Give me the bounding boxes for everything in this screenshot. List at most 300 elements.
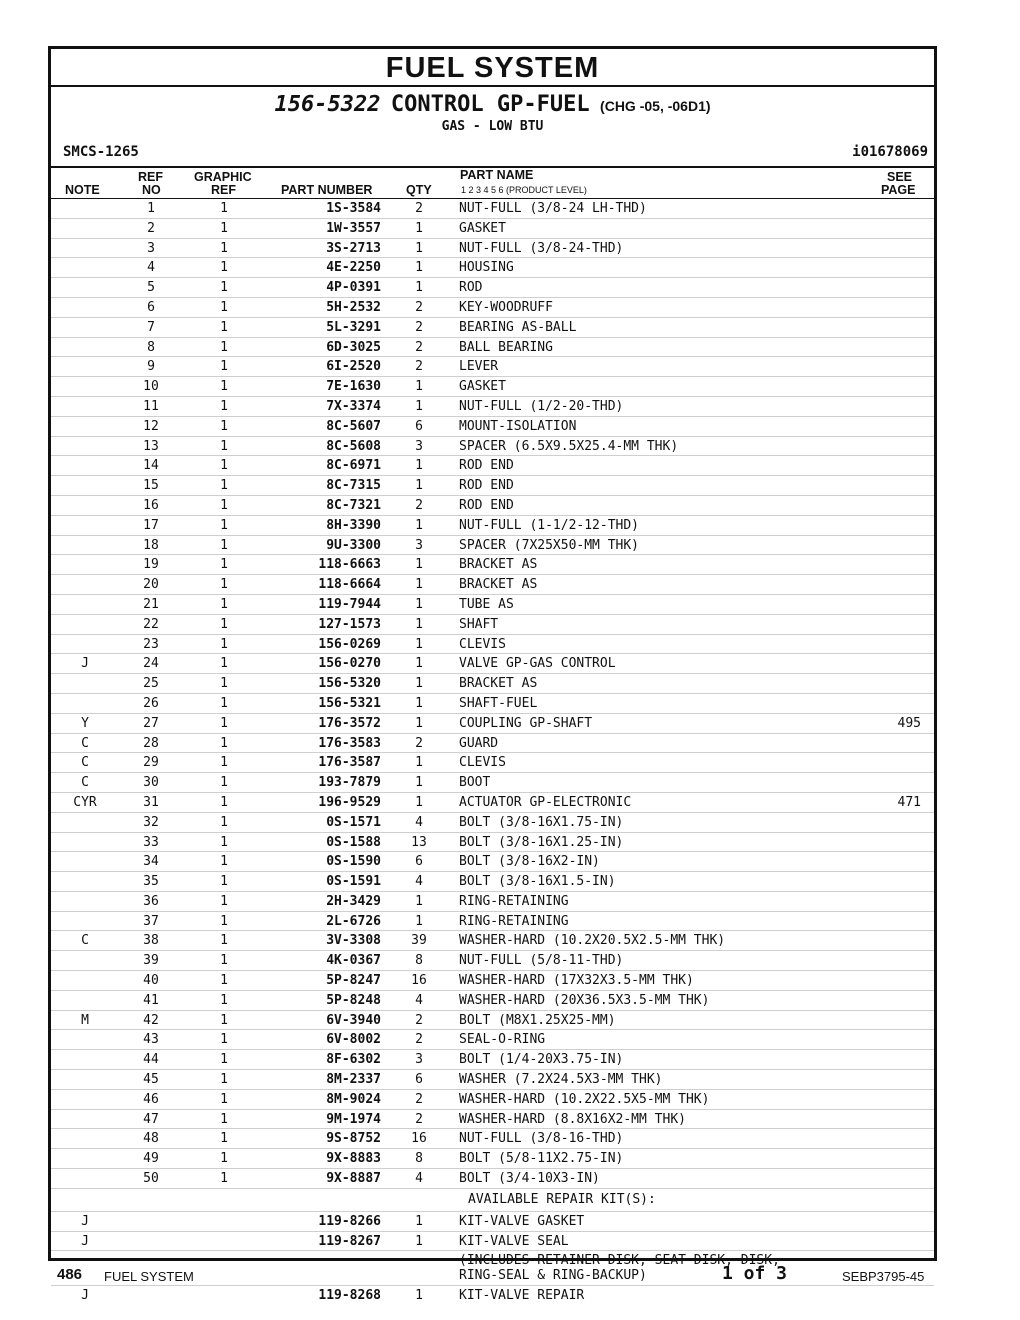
part-name: BOLT (3/8-16X1.5-IN) xyxy=(459,874,616,890)
quantity: 2 xyxy=(415,299,423,315)
quantity: 6 xyxy=(415,854,423,870)
part-number: 8C-7321 xyxy=(326,497,381,513)
ref-number: 38 xyxy=(143,933,159,949)
ref-number: 43 xyxy=(143,1032,159,1048)
part-number: 5L-3291 xyxy=(326,319,381,335)
graphic-ref: 1 xyxy=(220,1032,228,1048)
graphic-ref: 1 xyxy=(220,359,228,375)
part-name: NUT-FULL (3/8-24-THD) xyxy=(459,240,624,256)
quantity: 1 xyxy=(415,280,423,296)
header-product-level: 1 2 3 4 5 6 (PRODUCT LEVEL) xyxy=(461,185,587,195)
smcs-row xyxy=(51,136,934,168)
table-row xyxy=(51,1030,934,1050)
page-count: 1 of 3 xyxy=(722,1263,788,1284)
part-name: COUPLING GP-SHAFT xyxy=(459,715,593,731)
quantity: 1 xyxy=(415,913,423,929)
table-row xyxy=(51,516,934,536)
part-name: BRACKET AS xyxy=(459,676,538,692)
ref-number: 11 xyxy=(143,398,159,414)
group-name: CONTROL GP-FUEL xyxy=(390,92,590,117)
ref-number: 50 xyxy=(143,1171,159,1187)
ref-number: 46 xyxy=(143,1091,159,1107)
kit-part-number: 119-8268 xyxy=(318,1288,381,1304)
graphic-ref: 1 xyxy=(220,755,228,771)
kit-note: J xyxy=(81,1213,89,1229)
quantity: 1 xyxy=(415,695,423,711)
part-name: GASKET xyxy=(459,220,506,236)
table-row xyxy=(51,694,934,714)
table-row xyxy=(51,635,934,655)
quantity: 2 xyxy=(415,359,423,375)
table-row xyxy=(51,734,934,754)
part-number: 1W-3557 xyxy=(326,220,381,236)
part-name: WASHER-HARD (10.2X20.5X2.5-MM THK) xyxy=(459,933,726,949)
header-graphic-top: GRAPHIC xyxy=(194,170,252,184)
ref-number: 48 xyxy=(143,1131,159,1147)
part-name: GASKET xyxy=(459,379,506,395)
repair-kit-heading xyxy=(51,1189,934,1212)
quantity: 3 xyxy=(415,1052,423,1068)
part-note: C xyxy=(81,933,89,949)
quantity: 8 xyxy=(415,1151,423,1167)
part-note: C xyxy=(81,775,89,791)
table-row xyxy=(51,575,934,595)
part-number: 6D-3025 xyxy=(326,339,381,355)
part-number: 8C-6971 xyxy=(326,458,381,474)
part-number: 156-5320 xyxy=(318,676,381,692)
part-number: 7X-3374 xyxy=(326,398,381,414)
part-name: SPACER (6.5X9.5X25.4-MM THK) xyxy=(459,438,679,454)
header-qty: QTY xyxy=(406,183,432,197)
graphic-ref: 1 xyxy=(220,596,228,612)
quantity: 4 xyxy=(415,1171,423,1187)
graphic-ref: 1 xyxy=(220,319,228,335)
graphic-ref: 1 xyxy=(220,517,228,533)
part-name: GUARD xyxy=(459,735,499,751)
column-header xyxy=(51,168,934,199)
graphic-ref: 1 xyxy=(220,1052,228,1068)
quantity: 1 xyxy=(415,775,423,791)
part-name: BRACKET AS xyxy=(459,557,538,573)
graphic-ref: 1 xyxy=(220,695,228,711)
kit-includes-text: (INCLUDES RETAINER-DISK, SEAT-DISK, DISK, RING-SEAL & RING-BACKUP) xyxy=(459,1253,780,1284)
graphic-ref: 1 xyxy=(220,1131,228,1147)
graphic-ref: 1 xyxy=(220,1151,228,1167)
part-number: 118-6663 xyxy=(318,557,381,573)
quantity: 1 xyxy=(415,636,423,652)
group-number: 156-5322 xyxy=(274,92,381,117)
quantity: 1 xyxy=(415,893,423,909)
header-see-bottom: PAGE xyxy=(881,183,916,197)
ref-number: 37 xyxy=(143,913,159,929)
table-row xyxy=(51,397,934,417)
graphic-ref: 1 xyxy=(220,260,228,276)
quantity: 3 xyxy=(415,537,423,553)
table-row xyxy=(51,298,934,318)
ref-number: 23 xyxy=(143,636,159,652)
part-number: 8M-9024 xyxy=(326,1091,381,1107)
graphic-ref: 1 xyxy=(220,418,228,434)
footer-section: FUEL SYSTEM xyxy=(104,1269,194,1284)
graphic-ref: 1 xyxy=(220,715,228,731)
part-number: 6V-8002 xyxy=(326,1032,381,1048)
table-row xyxy=(51,278,934,298)
part-number: 0S-1588 xyxy=(326,834,381,850)
quantity: 1 xyxy=(415,517,423,533)
part-number: 9U-3300 xyxy=(326,537,381,553)
table-row xyxy=(51,753,934,773)
ref-number: 36 xyxy=(143,893,159,909)
ref-number: 29 xyxy=(143,755,159,771)
part-number: 8C-5608 xyxy=(326,438,381,454)
part-number: 176-3572 xyxy=(318,715,381,731)
ref-number: 10 xyxy=(143,379,159,395)
graphic-ref: 1 xyxy=(220,478,228,494)
graphic-ref: 1 xyxy=(220,299,228,315)
ref-number: 45 xyxy=(143,1072,159,1088)
table-row xyxy=(51,773,934,793)
graphic-ref: 1 xyxy=(220,1072,228,1088)
table-row xyxy=(51,931,934,951)
table-row xyxy=(51,417,934,437)
part-number: 7E-1630 xyxy=(326,379,381,395)
table-row xyxy=(51,595,934,615)
ref-number: 26 xyxy=(143,695,159,711)
graphic-ref: 1 xyxy=(220,893,228,909)
table-row xyxy=(51,714,934,734)
table-row xyxy=(51,1110,934,1130)
quantity: 2 xyxy=(415,1012,423,1028)
group-title xyxy=(51,92,934,118)
table-row xyxy=(51,437,934,457)
quantity: 2 xyxy=(415,1111,423,1127)
table-row xyxy=(51,377,934,397)
part-name: ROD xyxy=(459,280,483,296)
part-name: BOOT xyxy=(459,775,491,791)
graphic-ref: 1 xyxy=(220,874,228,890)
graphic-ref: 1 xyxy=(220,240,228,256)
table-row xyxy=(51,199,934,219)
part-number: 8C-7315 xyxy=(326,478,381,494)
ref-number: 9 xyxy=(147,359,155,375)
quantity: 2 xyxy=(415,497,423,513)
part-number: 196-9529 xyxy=(318,794,381,810)
quantity: 2 xyxy=(415,201,423,216)
smcs-code: SMCS-1265 xyxy=(63,144,139,160)
graphic-ref: 1 xyxy=(220,1012,228,1028)
graphic-ref: 1 xyxy=(220,953,228,969)
quantity: 2 xyxy=(415,339,423,355)
graphic-ref: 1 xyxy=(220,201,228,216)
part-name: BEARING AS-BALL xyxy=(459,319,577,335)
see-page: 495 xyxy=(897,715,921,731)
table-row xyxy=(51,852,934,872)
part-note: C xyxy=(81,735,89,751)
part-name: CLEVIS xyxy=(459,755,506,771)
kit-note: J xyxy=(81,1288,89,1304)
quantity: 1 xyxy=(415,398,423,414)
part-name: BOLT (3/8-16X2-IN) xyxy=(459,854,600,870)
quantity: 16 xyxy=(411,1131,427,1147)
quantity: 13 xyxy=(411,834,427,850)
part-note: CYR xyxy=(73,794,97,810)
graphic-ref: 1 xyxy=(220,1171,228,1187)
part-number: 176-3583 xyxy=(318,735,381,751)
ref-number: 34 xyxy=(143,854,159,870)
table-row xyxy=(51,1050,934,1070)
part-note: C xyxy=(81,755,89,771)
part-number: 5H-2532 xyxy=(326,299,381,315)
illustration-id: i01678069 xyxy=(852,144,928,160)
quantity: 1 xyxy=(415,379,423,395)
part-number: 9X-8887 xyxy=(326,1171,381,1187)
graphic-ref: 1 xyxy=(220,398,228,414)
part-name: VALVE GP-GAS CONTROL xyxy=(459,656,616,672)
graphic-ref: 1 xyxy=(220,933,228,949)
table-row xyxy=(51,456,934,476)
part-number: 119-7944 xyxy=(318,596,381,612)
part-name: LEVER xyxy=(459,359,499,375)
quantity: 1 xyxy=(415,616,423,632)
header-ref-top: REF xyxy=(138,170,163,184)
ref-number: 3 xyxy=(147,240,155,256)
header-ref-bottom: NO xyxy=(142,183,161,197)
section-title: FUEL SYSTEM xyxy=(51,49,934,87)
ref-number: 6 xyxy=(147,299,155,315)
ref-number: 17 xyxy=(143,517,159,533)
quantity: 1 xyxy=(415,577,423,593)
ref-number: 16 xyxy=(143,497,159,513)
graphic-ref: 1 xyxy=(220,913,228,929)
part-number: 2H-3429 xyxy=(326,893,381,909)
ref-number: 15 xyxy=(143,478,159,494)
graphic-ref: 1 xyxy=(220,557,228,573)
graphic-ref: 1 xyxy=(220,676,228,692)
graphic-ref: 1 xyxy=(220,1111,228,1127)
quantity: 1 xyxy=(415,478,423,494)
ref-number: 49 xyxy=(143,1151,159,1167)
quantity: 6 xyxy=(415,1072,423,1088)
header-note: NOTE xyxy=(65,183,100,197)
part-name: WASHER-HARD (20X36.5X3.5-MM THK) xyxy=(459,992,710,1008)
ref-number: 31 xyxy=(143,794,159,810)
part-name: ROD END xyxy=(459,497,514,513)
graphic-ref: 1 xyxy=(220,834,228,850)
graphic-ref: 1 xyxy=(220,577,228,593)
see-page: 471 xyxy=(897,794,921,810)
quantity: 1 xyxy=(415,240,423,256)
part-number: 156-5321 xyxy=(318,695,381,711)
ref-number: 7 xyxy=(147,319,155,335)
part-number: 0S-1571 xyxy=(326,814,381,830)
table-row xyxy=(51,1149,934,1169)
part-name: ROD END xyxy=(459,458,514,474)
quantity: 39 xyxy=(411,933,427,949)
part-number: 1S-3584 xyxy=(326,201,381,216)
table-row xyxy=(51,318,934,338)
parts-table xyxy=(51,199,934,1189)
graphic-ref: 1 xyxy=(220,458,228,474)
part-name: SEAL-O-RING xyxy=(459,1032,546,1048)
part-note: J xyxy=(81,656,89,672)
ref-number: 35 xyxy=(143,874,159,890)
kit-note: J xyxy=(81,1233,89,1249)
part-name: CLEVIS xyxy=(459,636,506,652)
kit-part-number: 119-8266 xyxy=(318,1213,381,1229)
part-name: BOLT (M8X1.25X25-MM) xyxy=(459,1012,616,1028)
part-number: 4K-0367 xyxy=(326,953,381,969)
quantity: 1 xyxy=(415,794,423,810)
quantity: 1 xyxy=(415,596,423,612)
quantity: 1 xyxy=(415,676,423,692)
table-row xyxy=(51,536,934,556)
part-number: 3S-2713 xyxy=(326,240,381,256)
table-row xyxy=(51,813,934,833)
quantity: 2 xyxy=(415,1032,423,1048)
ref-number: 5 xyxy=(147,280,155,296)
quantity: 2 xyxy=(415,319,423,335)
table-row xyxy=(51,674,934,694)
ref-number: 28 xyxy=(143,735,159,751)
graphic-ref: 1 xyxy=(220,537,228,553)
ref-number: 44 xyxy=(143,1052,159,1068)
kit-qty: 1 xyxy=(415,1288,423,1304)
table-row xyxy=(51,476,934,496)
quantity: 1 xyxy=(415,557,423,573)
graphic-ref: 1 xyxy=(220,379,228,395)
header-part-name: PART NAME xyxy=(460,168,534,182)
part-name: BOLT (3/4-10X3-IN) xyxy=(459,1171,600,1187)
kit-qty: 1 xyxy=(415,1233,423,1249)
part-number: 156-0269 xyxy=(318,636,381,652)
ref-number: 4 xyxy=(147,260,155,276)
part-number: 6I-2520 xyxy=(326,359,381,375)
part-name: ROD END xyxy=(459,478,514,494)
table-row xyxy=(51,1169,934,1189)
part-number: 8H-3390 xyxy=(326,517,381,533)
ref-number: 27 xyxy=(143,715,159,731)
part-number: 4P-0391 xyxy=(326,280,381,296)
part-name: SHAFT xyxy=(459,616,499,632)
ref-number: 2 xyxy=(147,220,155,236)
part-name: WASHER-HARD (8.8X16X2-MM THK) xyxy=(459,1111,686,1127)
header-graphic-bottom: REF xyxy=(211,183,236,197)
ref-number: 47 xyxy=(143,1111,159,1127)
part-number: 9M-1974 xyxy=(326,1111,381,1127)
kit-part-name: KIT-VALVE SEAL xyxy=(459,1233,569,1249)
graphic-ref: 1 xyxy=(220,280,228,296)
page-number: 486 xyxy=(57,1266,83,1283)
header-see-top: SEE xyxy=(887,170,913,184)
ref-number: 20 xyxy=(143,577,159,593)
kit-part-name: KIT-VALVE GASKET xyxy=(459,1213,585,1229)
part-name: BALL BEARING xyxy=(459,339,553,355)
quantity: 1 xyxy=(415,755,423,771)
ref-number: 32 xyxy=(143,814,159,830)
quantity: 1 xyxy=(415,458,423,474)
graphic-ref: 1 xyxy=(220,973,228,989)
graphic-ref: 1 xyxy=(220,220,228,236)
part-number: 0S-1591 xyxy=(326,874,381,890)
part-number: 9X-8883 xyxy=(326,1151,381,1167)
quantity: 1 xyxy=(415,715,423,731)
part-number: 156-0270 xyxy=(318,656,381,672)
part-name: WASHER (7.2X24.5X3-MM THK) xyxy=(459,1072,663,1088)
ref-number: 13 xyxy=(143,438,159,454)
part-name: BOLT (3/8-16X1.75-IN) xyxy=(459,814,624,830)
part-name: NUT-FULL (1/2-20-THD) xyxy=(459,398,624,414)
table-row xyxy=(51,555,934,575)
part-number: 5P-8248 xyxy=(326,992,381,1008)
part-name: BOLT (1/4-20X3.75-IN) xyxy=(459,1052,624,1068)
group-change: (CHG -05, -06D1) xyxy=(600,98,711,114)
table-row xyxy=(51,1070,934,1090)
ref-number: 40 xyxy=(143,973,159,989)
table-row xyxy=(51,892,934,912)
ref-number: 12 xyxy=(143,418,159,434)
graphic-ref: 1 xyxy=(220,775,228,791)
ref-number: 24 xyxy=(143,656,159,672)
table-row xyxy=(51,951,934,971)
quantity: 8 xyxy=(415,953,423,969)
kit-part-name: KIT-VALVE REPAIR xyxy=(459,1288,585,1304)
kit-qty: 1 xyxy=(415,1213,423,1229)
part-name: KEY-WOODRUFF xyxy=(459,299,553,315)
part-number: 9S-8752 xyxy=(326,1131,381,1147)
part-name: RING-RETAINING xyxy=(459,893,569,909)
quantity: 4 xyxy=(415,992,423,1008)
quantity: 16 xyxy=(411,973,427,989)
part-number: 127-1573 xyxy=(318,616,381,632)
repair-kit-heading-text: AVAILABLE REPAIR KIT(S): xyxy=(468,1191,656,1207)
kit-part-number: 119-8267 xyxy=(318,1233,381,1249)
part-number: 193-7879 xyxy=(318,775,381,791)
part-number: 118-6664 xyxy=(318,577,381,593)
graphic-ref: 1 xyxy=(220,339,228,355)
graphic-ref: 1 xyxy=(220,794,228,810)
table-row xyxy=(51,219,934,239)
quantity: 6 xyxy=(415,418,423,434)
part-name: TUBE AS xyxy=(459,596,514,612)
ref-number: 33 xyxy=(143,834,159,850)
part-number: 5P-8247 xyxy=(326,973,381,989)
quantity: 1 xyxy=(415,656,423,672)
table-row xyxy=(51,912,934,932)
graphic-ref: 1 xyxy=(220,636,228,652)
graphic-ref: 1 xyxy=(220,438,228,454)
ref-number: 18 xyxy=(143,537,159,553)
part-name: NUT-FULL (5/8-11-THD) xyxy=(459,953,624,969)
part-name: MOUNT-ISOLATION xyxy=(459,418,577,434)
ref-number: 21 xyxy=(143,596,159,612)
ref-number: 1 xyxy=(147,201,155,216)
part-name: WASHER-HARD (10.2X22.5X5-MM THK) xyxy=(459,1091,710,1107)
part-name: BOLT (5/8-11X2.75-IN) xyxy=(459,1151,624,1167)
part-name: WASHER-HARD (17X32X3.5-MM THK) xyxy=(459,973,694,989)
part-name: NUT-FULL (3/8-24 LH-THD) xyxy=(459,201,647,216)
ref-number: 30 xyxy=(143,775,159,791)
part-number: 6V-3940 xyxy=(326,1012,381,1028)
part-number: 3V-3308 xyxy=(326,933,381,949)
part-name: NUT-FULL (1-1/2-12-THD) xyxy=(459,517,640,533)
part-name: ACTUATOR GP-ELECTRONIC xyxy=(459,794,632,810)
part-number: 8C-5607 xyxy=(326,418,381,434)
quantity: 4 xyxy=(415,814,423,830)
part-name: SPACER (7X25X50-MM THK) xyxy=(459,537,640,553)
quantity: 1 xyxy=(415,260,423,276)
table-row xyxy=(51,258,934,278)
page-footer xyxy=(0,1263,1020,1293)
